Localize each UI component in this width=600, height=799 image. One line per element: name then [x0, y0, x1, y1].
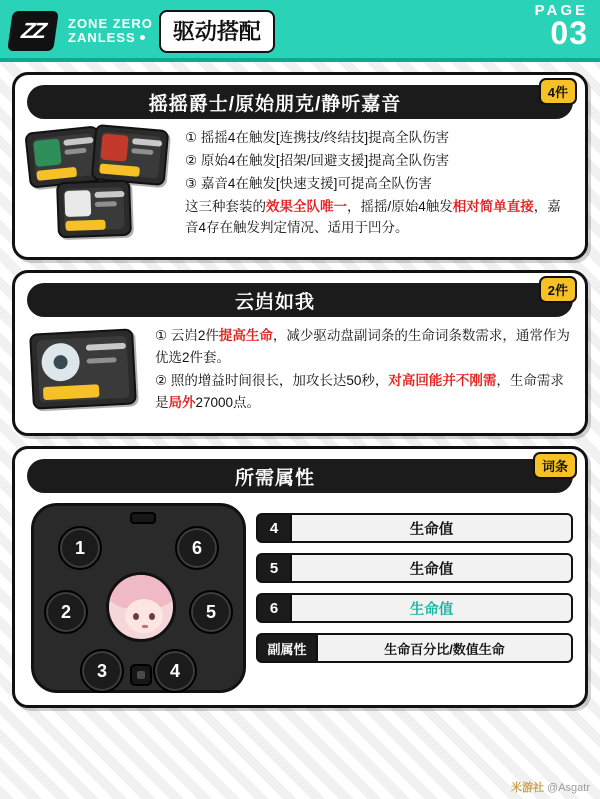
- drive-slot-2[interactable]: 2: [44, 590, 88, 634]
- table-row: [256, 633, 573, 663]
- card-tag-3: 词条: [533, 452, 577, 479]
- header-underline: [0, 58, 600, 62]
- brand-line-2-wrap: [68, 31, 153, 45]
- table-row: [256, 513, 573, 543]
- diagram-bottom-nub-icon: [130, 664, 152, 686]
- card-body-3: [27, 503, 573, 693]
- substat-value: 生命百分比/数值生命: [318, 633, 573, 663]
- card-header-2: [27, 283, 573, 317]
- note-highlight: 效果全队唯一: [266, 198, 347, 214]
- page-label: PAGE: [534, 2, 588, 19]
- bullet-dot-icon: [140, 35, 145, 40]
- page-number: 03: [550, 15, 588, 52]
- table-row: [256, 553, 573, 583]
- note-text: 这三种套装的: [185, 198, 266, 214]
- note-highlight: 相对简单直接: [452, 198, 534, 214]
- note-text: ，减少驱动盘副词条的生命词条数需求，通常作为优选2件套。: [155, 328, 570, 365]
- drive-disc-cluster: [27, 127, 177, 245]
- note-text: ，摇摇/原始4触发: [347, 198, 453, 214]
- set2-line-2: [155, 370, 573, 414]
- watermark-author: @Asgatr: [547, 782, 590, 794]
- drive-disc-icon: [56, 180, 132, 239]
- card-required-stats: [12, 446, 588, 708]
- set-description-1: [185, 127, 573, 245]
- brand-line-1: ZONE ZERO: [68, 16, 153, 32]
- brand-text: [68, 17, 153, 44]
- set-description-2: [155, 325, 573, 421]
- set2-line-1: [155, 325, 573, 369]
- card-tag-1: 4件: [539, 78, 577, 105]
- drive-slot-diagram: [31, 503, 246, 693]
- card-title-1: 摇摇爵士/原始朋克/静听嘉音: [148, 93, 402, 115]
- card-header-1: [27, 85, 573, 119]
- set-note-1: [185, 196, 573, 240]
- drive-slot-5[interactable]: 5: [189, 590, 233, 634]
- watermark-prefix: 米游社: [510, 782, 544, 794]
- drive-disc-icon: [91, 124, 170, 186]
- card-tag-2: 2件: [539, 276, 577, 303]
- drive-slot-4[interactable]: 4: [153, 649, 197, 693]
- note-highlight: 提高生命: [218, 328, 273, 343]
- card-two-piece-set: [12, 270, 588, 436]
- drive-disc-single: [27, 325, 147, 421]
- drive-slot-1[interactable]: 1: [58, 526, 102, 570]
- stat-rows: [256, 503, 573, 663]
- zzz-logo: ZZ: [7, 11, 59, 51]
- drive-disc-icon: [29, 328, 137, 409]
- character-avatar: [106, 572, 176, 642]
- note-text: ① 云岿2件: [155, 328, 219, 343]
- note-highlight: 对高回能并不刚需: [388, 372, 497, 388]
- drive-slot-6[interactable]: 6: [175, 526, 219, 570]
- substat-key: 副属性: [256, 633, 318, 663]
- note-text: 27000点。: [195, 394, 261, 410]
- drive-slot-3[interactable]: 3: [80, 649, 124, 693]
- note-text: ，嘉音4存在触发判定情况、适用于凹分。: [185, 198, 561, 236]
- set-line-2: ② 原始4在触发[招架/回避支援]提高全队伤害: [185, 152, 450, 168]
- set-line-1: ① 摇摇4在触发[连携技/终结技]提高全队伤害: [185, 130, 450, 145]
- set-line-3: ③ 嘉音4在触发[快速支援]可提高全队伤害: [185, 175, 432, 191]
- stat-slot-key: 5: [256, 553, 292, 583]
- diagram-top-nub-icon: [130, 512, 156, 524]
- stat-slot-key: 4: [256, 513, 292, 543]
- watermark: [511, 779, 590, 795]
- card-title-3: 所需属性: [234, 467, 315, 489]
- stat-slot-value: 生命值: [292, 553, 573, 583]
- brand-line-2: ZANLESS: [68, 30, 136, 45]
- card-header-3: [27, 459, 573, 493]
- note-text: ，生命需求是: [155, 372, 564, 410]
- note-highlight: 局外: [168, 394, 196, 410]
- page-indicator: [534, 2, 588, 52]
- stat-slot-value: 生命值: [292, 593, 573, 623]
- card-body-2: [27, 325, 573, 421]
- header-title: 驱动搭配: [159, 10, 275, 53]
- card-body-1: [27, 127, 573, 245]
- stat-slot-value: 生命值: [292, 513, 573, 543]
- page-header: [0, 0, 600, 62]
- note-text: ② 照的增益时间很长，加攻长达50秒，: [155, 372, 389, 388]
- stat-slot-key: 6: [256, 593, 292, 623]
- card-four-piece-sets: [12, 72, 588, 260]
- card-title-2: 云岿如我: [234, 291, 315, 313]
- table-row: [256, 593, 573, 623]
